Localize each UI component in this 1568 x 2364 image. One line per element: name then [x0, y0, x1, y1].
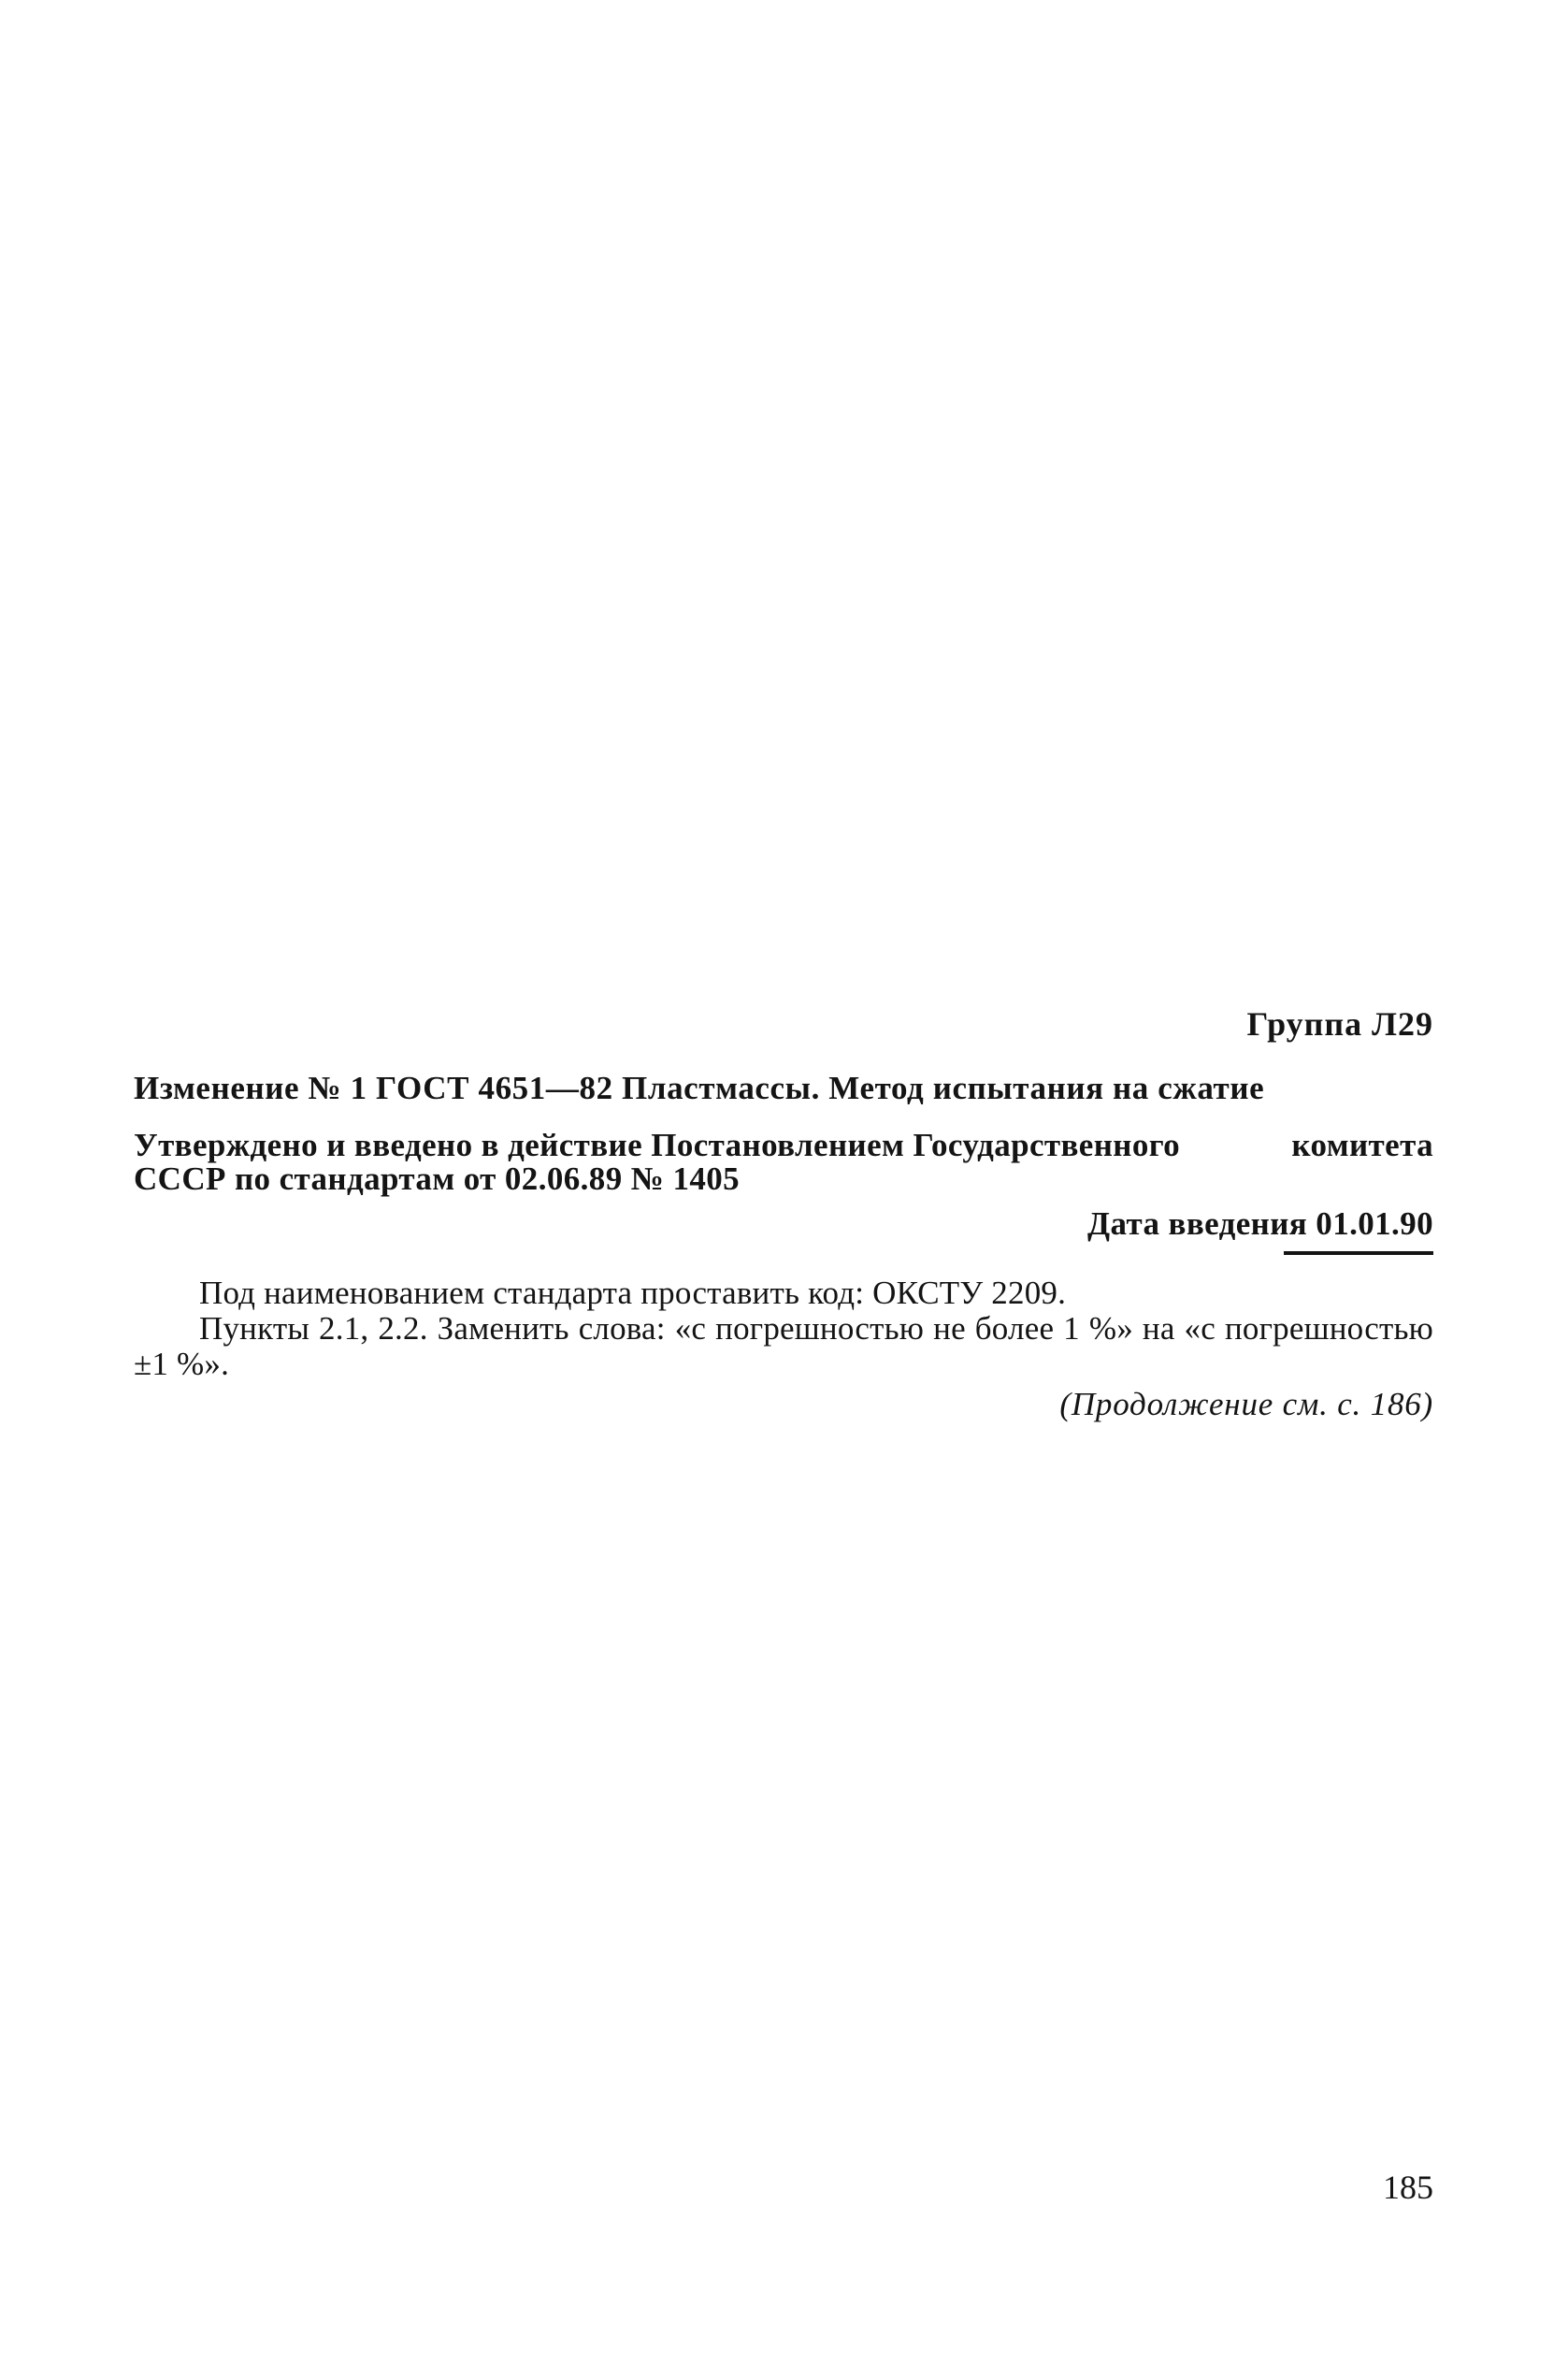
- date-underline-rule: [1284, 1251, 1433, 1255]
- group-code: Группа Л29: [1246, 1005, 1433, 1043]
- approval-line-1-text: Утверждено и введено в действие Постановлением Государственного: [134, 1127, 1181, 1163]
- approval-statement: [134, 1129, 1433, 1196]
- approval-line-1-end: комитета: [1291, 1127, 1433, 1163]
- continuation-note: (Продолжение см. с. 186): [1059, 1386, 1433, 1422]
- change-title: Изменение № 1 ГОСТ 4651—82 Пластмассы. Метод испытания на сжатие: [134, 1070, 1265, 1106]
- approval-line-1: [134, 1129, 1433, 1162]
- approval-line-2: СССР по стандартам от 02.06.89 № 1405: [134, 1160, 741, 1197]
- page-number: 185: [1383, 2169, 1433, 2206]
- introduction-date: Дата введения 01.01.90: [1087, 1205, 1433, 1242]
- paragraph-okstu-code: Под наименованием стандарта проставить код: ОКСТУ 2209.: [199, 1275, 1067, 1311]
- paragraph-clauses-change: Пункты 2.1, 2.2. Заменить слова: «с погрешностью не более 1 %» на «с погрешностью ±1 %».: [134, 1310, 1433, 1382]
